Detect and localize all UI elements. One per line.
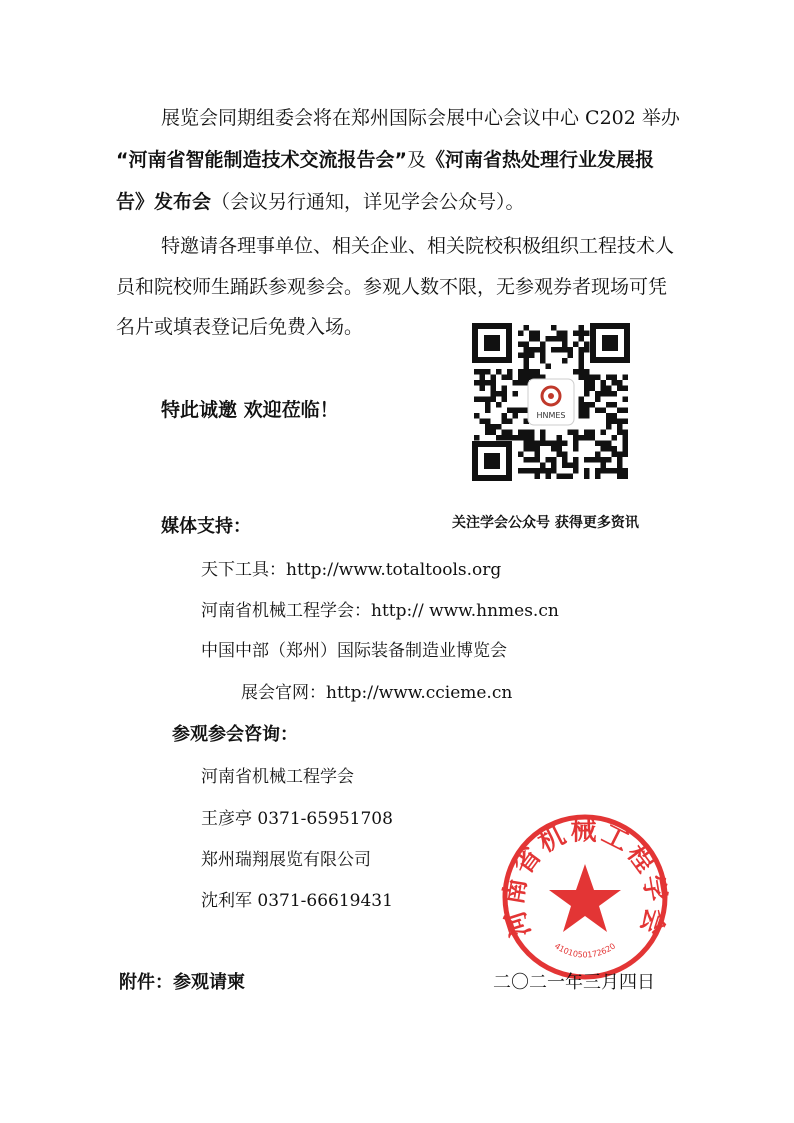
qr-module xyxy=(584,457,590,463)
qr-module xyxy=(617,463,623,469)
qr-module xyxy=(590,375,596,381)
qr-module xyxy=(623,468,629,474)
qr-module xyxy=(623,446,629,452)
qr-module xyxy=(562,347,568,353)
qr-module xyxy=(595,452,601,458)
qr-module xyxy=(623,386,629,392)
qr-module xyxy=(540,342,546,348)
qr-module xyxy=(617,408,623,414)
qr-module xyxy=(480,397,486,403)
qr-module xyxy=(551,457,557,463)
qr-module xyxy=(601,441,607,447)
qr-module xyxy=(557,452,563,458)
qr-module xyxy=(524,441,530,447)
para2-line1: 特邀请各理事单位、相关企业、相关院校积极组织工程技术人 xyxy=(161,235,675,257)
qr-module xyxy=(496,391,502,397)
qr-module xyxy=(529,353,535,359)
qr-module xyxy=(474,369,480,375)
qr-module xyxy=(623,474,629,480)
qr-module xyxy=(496,435,502,441)
qr-module xyxy=(474,380,480,386)
qr-module xyxy=(474,435,480,441)
qr-module xyxy=(584,342,590,348)
qr-module xyxy=(524,325,530,331)
qr-module xyxy=(562,463,568,469)
qr-module xyxy=(617,419,623,425)
qr-module xyxy=(617,386,623,392)
qr-module xyxy=(507,369,513,375)
qr-module xyxy=(612,375,618,381)
qr-module xyxy=(518,380,524,386)
qr-module xyxy=(529,435,535,441)
qr-module xyxy=(524,457,530,463)
qr-module xyxy=(584,369,590,375)
media-item-hnmes: 河南省机械工程学会：http:// www.hnmes.cn xyxy=(201,601,559,621)
qr-module xyxy=(606,446,612,452)
qr-module xyxy=(601,468,607,474)
qr-module xyxy=(540,347,546,353)
qr-module xyxy=(623,375,629,381)
qr-module xyxy=(595,468,601,474)
qr-module xyxy=(524,375,530,381)
qr-module xyxy=(562,457,568,463)
qr-module xyxy=(551,347,557,353)
qr-module xyxy=(579,347,585,353)
qr-module xyxy=(485,397,491,403)
qr-module xyxy=(518,331,524,337)
qr-module xyxy=(546,336,552,342)
qr-module xyxy=(485,402,491,408)
qr-module xyxy=(480,380,486,386)
qr-module xyxy=(584,413,590,419)
qr-module xyxy=(524,364,530,370)
qr-module xyxy=(590,430,596,436)
qr-module xyxy=(562,336,568,342)
qr-module xyxy=(595,474,601,480)
qr-module xyxy=(518,342,524,348)
qr-code-graphic xyxy=(472,323,630,481)
qr-module xyxy=(524,435,530,441)
qr-module xyxy=(584,386,590,392)
qr-module xyxy=(507,419,513,425)
qr-module xyxy=(579,375,585,381)
contact-item-company: 郑州瑞翔展览有限公司 xyxy=(201,850,371,870)
qr-module xyxy=(584,380,590,386)
qr-module xyxy=(529,446,535,452)
qr-module xyxy=(601,408,607,414)
qr-module xyxy=(590,457,596,463)
qr-module xyxy=(623,408,629,414)
qr-module xyxy=(485,369,491,375)
qr-module xyxy=(612,446,618,452)
qr-module xyxy=(579,331,585,337)
qr-module xyxy=(584,468,590,474)
qr-module xyxy=(606,413,612,419)
para1-line2 xyxy=(116,140,654,180)
qr-module xyxy=(513,408,519,414)
qr-module xyxy=(535,474,541,480)
qr-module xyxy=(507,435,513,441)
qr-module xyxy=(617,468,623,474)
qr-module xyxy=(513,413,519,419)
qr-module xyxy=(474,413,480,419)
qr-module xyxy=(557,336,563,342)
contact-item-person1: 王彦亭 0371-65951708 xyxy=(201,809,393,829)
qr-module xyxy=(579,364,585,370)
media-item-expo: 中国中部（郑州）国际装备制造业博览会 xyxy=(201,641,507,661)
report-release-title: 《河南省热处理行业发展报 xyxy=(426,149,655,171)
qr-module xyxy=(480,386,486,392)
qr-module xyxy=(573,342,579,348)
invite-text: 特此诚邀 欢迎莅临！ xyxy=(161,399,339,421)
qr-module xyxy=(557,331,563,337)
qr-module xyxy=(529,441,535,447)
qr-module xyxy=(502,386,508,392)
qr-module xyxy=(546,474,552,480)
qr-module xyxy=(584,347,590,353)
media-heading: 媒体支持： xyxy=(161,516,251,537)
qr-module xyxy=(584,331,590,337)
qr-caption: 关注学会公众号 获得更多资讯 xyxy=(452,515,639,531)
qr-module xyxy=(590,402,596,408)
qr-module xyxy=(584,430,590,436)
report-meeting-title: “河南省智能制造技术交流报告会” xyxy=(116,149,407,171)
qr-module xyxy=(513,380,519,386)
qr-module xyxy=(546,468,552,474)
qr-module xyxy=(557,435,563,441)
qr-module xyxy=(584,474,590,480)
qr-module xyxy=(606,468,612,474)
contact-heading: 参观参会咨询： xyxy=(172,724,298,745)
qr-module xyxy=(496,402,502,408)
qr-module xyxy=(529,369,535,375)
official-seal xyxy=(500,812,670,982)
qr-module xyxy=(606,441,612,447)
svg-text:4101050172620 xyxy=(553,941,617,959)
qr-module xyxy=(557,347,563,353)
release-meeting-label: 告》发布会 xyxy=(116,191,212,213)
qr-module xyxy=(524,342,530,348)
qr-module xyxy=(623,441,629,447)
qr-module xyxy=(590,435,596,441)
qr-module xyxy=(606,424,612,430)
qr-module xyxy=(584,408,590,414)
qr-module xyxy=(480,375,486,381)
qr-module xyxy=(573,457,579,463)
para2-line2: 员和院校师生踊跃参观参会。参观人数不限，无参观券者现场可凭 xyxy=(116,276,668,298)
conjunction: 及 xyxy=(406,149,426,171)
qr-module xyxy=(496,424,502,430)
qr-module xyxy=(518,430,524,436)
qr-module xyxy=(524,446,530,452)
qr-module xyxy=(485,424,491,430)
qr-module xyxy=(617,430,623,436)
qr-module xyxy=(518,452,524,458)
qr-module xyxy=(535,446,541,452)
qr-module xyxy=(606,419,612,425)
seal-graphic xyxy=(500,812,670,982)
qr-module xyxy=(502,397,508,403)
qr-module xyxy=(579,325,585,331)
qr-module xyxy=(573,331,579,337)
qr-module xyxy=(568,353,574,359)
qr-module xyxy=(612,468,618,474)
qr-module xyxy=(524,468,530,474)
qr-module xyxy=(562,474,568,480)
seal-text: 河南省机械工程学会 xyxy=(500,816,670,941)
qr-module xyxy=(540,435,546,441)
qr-module xyxy=(595,397,601,403)
qr-module xyxy=(546,441,552,447)
qr-module xyxy=(579,369,585,375)
qr-module xyxy=(557,474,563,480)
qr-module xyxy=(502,391,508,397)
qr-module xyxy=(617,452,623,458)
contact-item-person2: 沈利军 0371-66619431 xyxy=(201,891,393,911)
qr-module xyxy=(529,331,535,337)
qr-module xyxy=(617,474,623,480)
qr-module xyxy=(584,391,590,397)
qr-module xyxy=(551,336,557,342)
qr-logo-text: HNMES xyxy=(536,411,566,420)
para2-line3: 名片或填表登记后免费入场。 xyxy=(116,316,364,338)
qr-module xyxy=(540,463,546,469)
qr-module xyxy=(623,435,629,441)
qr-module xyxy=(518,435,524,441)
qr-module xyxy=(617,380,623,386)
qr-module xyxy=(579,353,585,359)
qr-module xyxy=(573,463,579,469)
qr-module xyxy=(535,441,541,447)
qr-module xyxy=(529,457,535,463)
qr-module xyxy=(573,446,579,452)
qr-module xyxy=(606,457,612,463)
qr-module xyxy=(485,408,491,414)
qr-module xyxy=(623,397,629,403)
qr-module xyxy=(529,430,535,436)
qr-module xyxy=(491,424,497,430)
qr-module xyxy=(623,452,629,458)
qr-module xyxy=(518,369,524,375)
meeting-notice: （会议另行通知，详见学会公众号）。 xyxy=(211,191,525,213)
qr-module xyxy=(612,452,618,458)
qr-module xyxy=(595,375,601,381)
qr-module xyxy=(562,441,568,447)
qr-module xyxy=(562,358,568,364)
qr-module xyxy=(535,369,541,375)
qr-module xyxy=(485,430,491,436)
qr-module xyxy=(601,446,607,452)
qr-module xyxy=(480,369,486,375)
qr-module xyxy=(518,375,524,381)
qr-module xyxy=(546,457,552,463)
qr-module xyxy=(579,402,585,408)
qr-module xyxy=(496,369,502,375)
qr-module xyxy=(584,402,590,408)
qr-module xyxy=(601,391,607,397)
qr-module xyxy=(480,419,486,425)
qr-module xyxy=(474,397,480,403)
qr-module xyxy=(601,386,607,392)
qr-module xyxy=(573,435,579,441)
qr-module xyxy=(584,435,590,441)
qr-module xyxy=(606,402,612,408)
qr-module xyxy=(612,391,618,397)
qr-module xyxy=(557,441,563,447)
star-icon xyxy=(549,864,621,932)
qr-module xyxy=(601,380,607,386)
qr-module xyxy=(540,468,546,474)
qr-module xyxy=(491,430,497,436)
qr-code xyxy=(472,323,630,481)
qr-module xyxy=(491,386,497,392)
qr-module xyxy=(562,342,568,348)
qr-module xyxy=(562,452,568,458)
qr-module xyxy=(529,336,535,342)
qr-module xyxy=(540,358,546,364)
qr-module xyxy=(524,430,530,436)
qr-module xyxy=(535,468,541,474)
qr-module xyxy=(540,441,546,447)
qr-module xyxy=(529,468,535,474)
qr-module xyxy=(595,391,601,397)
seal-code: 4101050172620 xyxy=(552,941,618,960)
qr-module xyxy=(573,441,579,447)
qr-module xyxy=(518,468,524,474)
qr-module xyxy=(579,413,585,419)
qr-module xyxy=(551,441,557,447)
qr-module xyxy=(507,430,513,436)
qr-module xyxy=(612,380,618,386)
qr-module xyxy=(551,446,557,452)
qr-module xyxy=(507,408,513,414)
qr-module xyxy=(507,375,513,381)
qr-module xyxy=(562,331,568,337)
para1-line1: 展览会同期组委会将在郑州国际会展中心会议中心 C202 举办 xyxy=(161,107,680,129)
qr-module xyxy=(524,353,530,359)
qr-module xyxy=(535,336,541,342)
qr-module xyxy=(595,408,601,414)
qr-module xyxy=(606,386,612,392)
qr-module xyxy=(540,353,546,359)
qr-module xyxy=(579,435,585,441)
contact-item-society: 河南省机械工程学会 xyxy=(201,767,354,787)
qr-module xyxy=(546,364,552,370)
qr-module xyxy=(524,369,530,375)
qr-module xyxy=(573,369,579,375)
qr-module xyxy=(612,402,618,408)
qr-module xyxy=(568,430,574,436)
qr-module xyxy=(606,375,612,381)
qr-module xyxy=(568,463,574,469)
qr-module xyxy=(502,413,508,419)
qr-module xyxy=(502,435,508,441)
qr-module xyxy=(529,347,535,353)
media-item-totaltools: 天下工具：http://www.totaltools.org xyxy=(201,560,502,580)
qr-module xyxy=(551,325,557,331)
qr-module xyxy=(535,347,541,353)
qr-module xyxy=(568,474,574,480)
qr-module xyxy=(491,397,497,403)
qr-module xyxy=(579,397,585,403)
qr-module xyxy=(502,419,508,425)
qr-module xyxy=(579,358,585,364)
qr-module xyxy=(579,408,585,414)
qr-module xyxy=(606,391,612,397)
qr-module xyxy=(524,347,530,353)
qr-module xyxy=(584,375,590,381)
qr-module xyxy=(535,457,541,463)
qr-module xyxy=(518,408,524,414)
qr-module xyxy=(491,375,497,381)
qr-module xyxy=(485,380,491,386)
qr-module xyxy=(612,419,618,425)
qr-module xyxy=(568,347,574,353)
qr-module xyxy=(551,463,557,469)
qr-module xyxy=(601,457,607,463)
qr-module xyxy=(595,441,601,447)
qr-module xyxy=(590,386,596,392)
para1-line3 xyxy=(116,182,525,222)
qr-module xyxy=(579,336,585,342)
qr-module xyxy=(573,468,579,474)
qr-module xyxy=(518,353,524,359)
qr-module xyxy=(491,391,497,397)
qr-module xyxy=(513,435,519,441)
qr-module xyxy=(557,446,563,452)
qr-module xyxy=(590,380,596,386)
qr-module xyxy=(524,358,530,364)
qr-module xyxy=(491,380,497,386)
qr-module xyxy=(513,391,519,397)
qr-module xyxy=(551,468,557,474)
qr-module xyxy=(617,457,623,463)
qr-module xyxy=(573,430,579,436)
qr-module xyxy=(601,430,607,436)
qr-module xyxy=(623,419,629,425)
qr-module xyxy=(623,430,629,436)
qr-module xyxy=(485,419,491,425)
qr-module xyxy=(535,331,541,337)
qr-module xyxy=(502,430,508,436)
qr-module xyxy=(601,463,607,469)
qr-module xyxy=(617,424,623,430)
document-date: 二〇二一年三月四日 xyxy=(493,972,655,993)
qr-module xyxy=(540,430,546,436)
qr-module xyxy=(535,452,541,458)
attachment-label: 附件：参观请柬 xyxy=(119,972,245,993)
qr-module xyxy=(612,435,618,441)
qr-module xyxy=(612,413,618,419)
qr-module xyxy=(502,375,508,381)
qr-module xyxy=(595,457,601,463)
media-item-expo-site: 展会官网：http://www.ccieme.cn xyxy=(241,683,513,703)
